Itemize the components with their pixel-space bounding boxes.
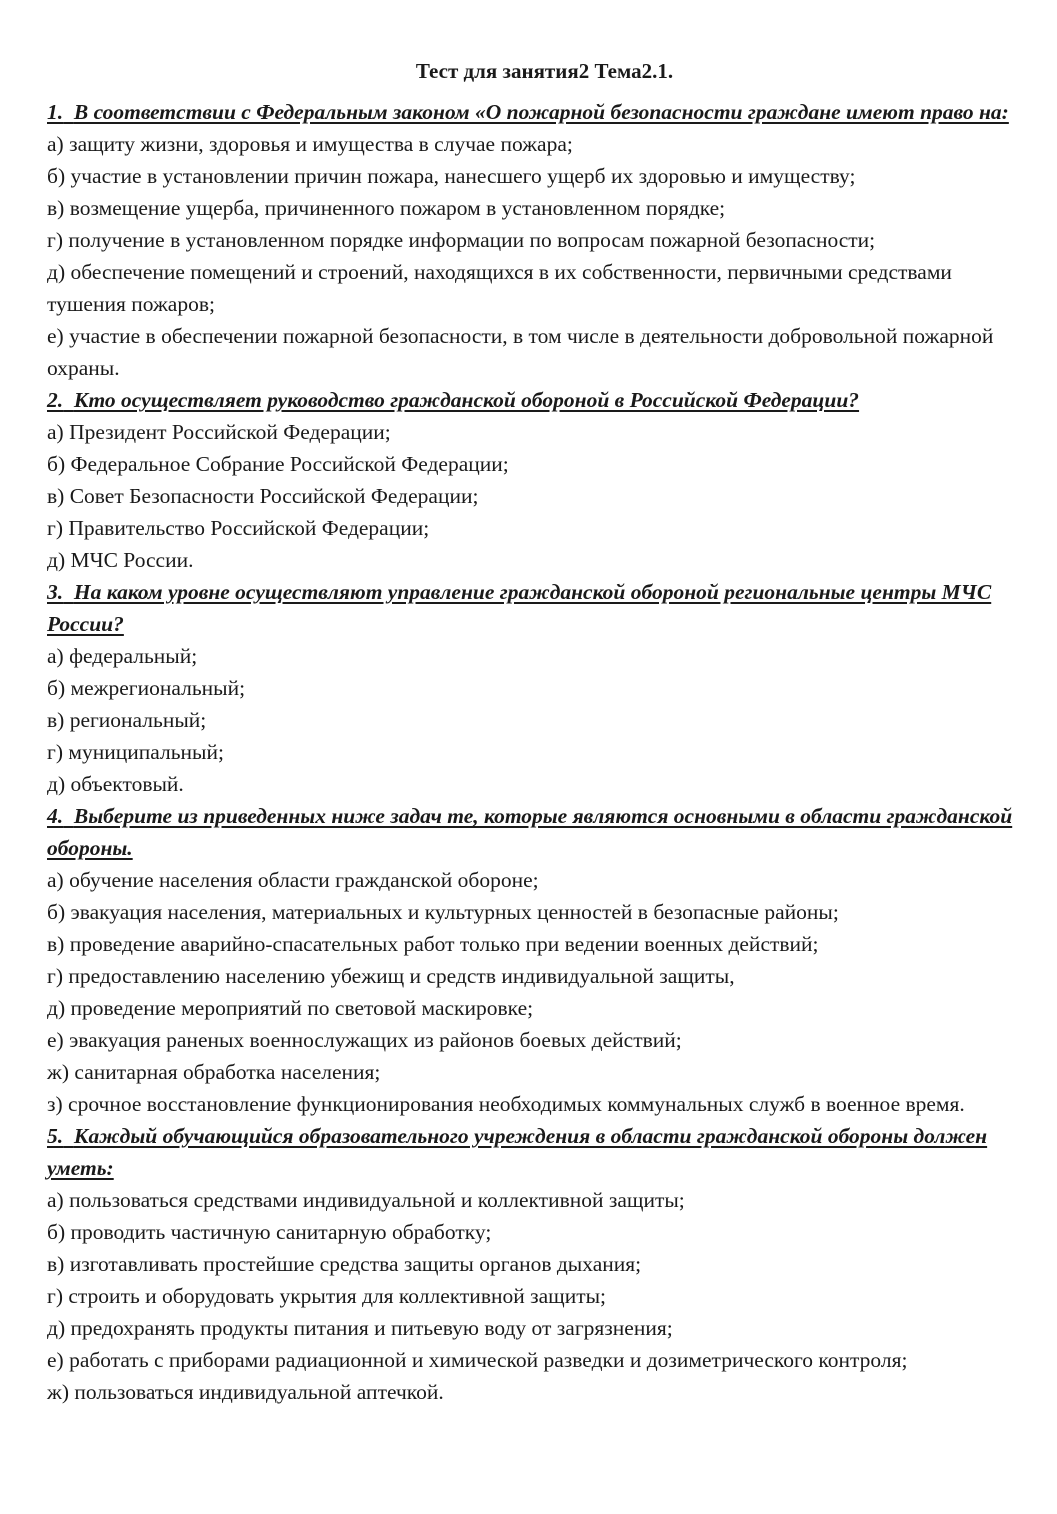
question-text: Выберите из приведенных ниже задач те, которые являются основными в области гражданской обороны. xyxy=(47,804,1013,860)
answer-letter: г) xyxy=(47,516,63,540)
answer-option xyxy=(47,1024,1032,1056)
answer-letter: е) xyxy=(47,324,64,348)
answer-option xyxy=(47,1248,1032,1280)
answer-option xyxy=(47,960,1032,992)
question-heading xyxy=(47,800,1032,864)
answer-text: защиту жизни, здоровья и имущества в случае пожара; xyxy=(69,132,573,156)
answer-text: региональный; xyxy=(69,708,207,732)
answer-text: предоставлению населению убежищ и средств индивидуальной защиты, xyxy=(68,964,735,988)
answer-text: Совет Безопасности Российской Федерации; xyxy=(69,484,479,508)
answer-option xyxy=(47,928,1032,960)
answer-option xyxy=(47,704,1032,736)
answer-letter: б) xyxy=(47,676,66,700)
answer-letter: в) xyxy=(47,484,65,508)
answer-text: проведение мероприятий по световой маскировке; xyxy=(70,996,534,1020)
answer-option xyxy=(47,1344,1032,1376)
answer-text: проводить частичную санитарную обработку; xyxy=(70,1220,492,1244)
answer-option xyxy=(47,256,1032,320)
answer-option xyxy=(47,224,1032,256)
answer-option xyxy=(47,128,1032,160)
answer-text: строить и оборудовать укрытия для коллективной защиты; xyxy=(68,1284,607,1308)
question-text: Кто осуществляет руководство гражданской обороной в Российской Федерации? xyxy=(73,388,860,412)
answer-option xyxy=(47,1280,1032,1312)
answer-option xyxy=(47,160,1032,192)
answer-letter: ж) xyxy=(47,1060,70,1084)
answer-text: возмещение ущерба, причиненного пожаром в установленном порядке; xyxy=(69,196,726,220)
answer-letter: в) xyxy=(47,1252,65,1276)
question-block xyxy=(47,384,1032,576)
question-number: 3. xyxy=(47,580,64,604)
question-number: 2. xyxy=(47,388,64,412)
answer-option xyxy=(47,480,1032,512)
question-block xyxy=(47,800,1032,1120)
answer-letter: г) xyxy=(47,964,63,988)
answer-option xyxy=(47,544,1032,576)
answer-letter: д) xyxy=(47,1316,66,1340)
answer-text: межрегиональный; xyxy=(70,676,246,700)
answer-letter: а) xyxy=(47,132,64,156)
answer-letter: д) xyxy=(47,772,66,796)
answer-letter: в) xyxy=(47,708,65,732)
question-heading xyxy=(47,96,1032,128)
question-block xyxy=(47,576,1032,800)
answer-letter: г) xyxy=(47,740,63,764)
answer-letter: г) xyxy=(47,228,63,252)
answer-letter: б) xyxy=(47,164,66,188)
question-list xyxy=(47,96,1032,1408)
answer-option xyxy=(47,896,1032,928)
answer-option xyxy=(47,992,1032,1024)
question-heading xyxy=(47,1120,1032,1184)
question-heading xyxy=(47,576,1032,640)
answer-letter: е) xyxy=(47,1028,64,1052)
answer-option xyxy=(47,672,1032,704)
answer-option xyxy=(47,1216,1032,1248)
answer-option xyxy=(47,1184,1032,1216)
answer-letter: е) xyxy=(47,1348,64,1372)
answer-letter: ж) xyxy=(47,1380,70,1404)
answer-text: Федеральное Собрание Российской Федерации; xyxy=(70,452,509,476)
answer-letter: а) xyxy=(47,420,64,444)
answer-option xyxy=(47,864,1032,896)
answer-text: получение в установленном порядке информации по вопросам пожарной безопасности; xyxy=(68,228,876,252)
answer-option xyxy=(47,1056,1032,1088)
answer-text: участие в установлении причин пожара, нанесшего ущерб их здоровью и имуществу; xyxy=(70,164,856,188)
answer-text: объектовый. xyxy=(70,772,184,796)
answer-letter: а) xyxy=(47,868,64,892)
answer-text: обеспечение помещений и строений, находящихся в их собственности, первичными средствами тушения пожаров; xyxy=(47,260,952,316)
question-text: В соответствии с Федеральным законом «О пожарной безопасности граждане имеют право на: xyxy=(73,100,1009,124)
answer-letter: в) xyxy=(47,932,65,956)
answer-letter: д) xyxy=(47,548,66,572)
answer-text: Президент Российской Федерации; xyxy=(69,420,391,444)
answer-text: работать с приборами радиационной и химической разведки и дозиметрического контроля; xyxy=(69,1348,908,1372)
answer-letter: б) xyxy=(47,900,66,924)
answer-option xyxy=(47,1088,1032,1120)
answer-text: федеральный; xyxy=(69,644,198,668)
answer-option xyxy=(47,448,1032,480)
answer-text: муниципальный; xyxy=(68,740,224,764)
answer-letter: д) xyxy=(47,996,66,1020)
answer-option xyxy=(47,640,1032,672)
answer-letter: а) xyxy=(47,1188,64,1212)
answer-option xyxy=(47,512,1032,544)
answer-option xyxy=(47,768,1032,800)
document-title: Тест для занятия2 Тема2.1. xyxy=(415,59,674,83)
document-page xyxy=(47,58,1032,1408)
answer-text: пользоваться средствами индивидуальной и коллективной защиты; xyxy=(69,1188,685,1212)
answer-text: изготавливать простейшие средства защиты органов дыхания; xyxy=(69,1252,642,1276)
answer-text: обучение населения области гражданской обороне; xyxy=(69,868,539,892)
answer-option xyxy=(47,320,1032,384)
answer-text: МЧС России. xyxy=(70,548,194,572)
question-number: 1. xyxy=(47,100,64,124)
answer-letter: а) xyxy=(47,644,64,668)
answer-letter: в) xyxy=(47,196,65,220)
answer-option xyxy=(47,1376,1032,1408)
question-text: На каком уровне осуществляют управление гражданской обороной региональные центры МЧС России? xyxy=(47,580,992,636)
answer-text: предохранять продукты питания и питьевую воду от загрязнения; xyxy=(70,1316,673,1340)
answer-option xyxy=(47,736,1032,768)
answer-letter: г) xyxy=(47,1284,63,1308)
answer-text: санитарная обработка населения; xyxy=(74,1060,381,1084)
answer-text: срочное восстановление функционирования необходимых коммунальных служб в военное время. xyxy=(68,1092,965,1116)
answer-letter: б) xyxy=(47,452,66,476)
question-block xyxy=(47,1120,1032,1408)
answer-text: участие в обеспечении пожарной безопасности, в том числе в деятельности добровольной пожарной охраны. xyxy=(47,324,994,380)
question-text: Каждый обучающийся образовательного учреждения в области гражданской обороны должен уметь: xyxy=(47,1124,988,1180)
answer-text: Правительство Российской Федерации; xyxy=(68,516,430,540)
answer-option xyxy=(47,416,1032,448)
question-number: 4. xyxy=(47,804,64,828)
question-heading xyxy=(47,384,1032,416)
answer-text: проведение аварийно-спасательных работ только при ведении военных действий; xyxy=(69,932,819,956)
answer-option xyxy=(47,1312,1032,1344)
answer-letter: з) xyxy=(47,1092,63,1116)
question-block xyxy=(47,96,1032,384)
answer-letter: б) xyxy=(47,1220,66,1244)
answer-letter: д) xyxy=(47,260,66,284)
answer-text: эвакуация населения, материальных и культурных ценностей в безопасные районы; xyxy=(70,900,839,924)
answer-text: эвакуация раненых военнослужащих из районов боевых действий; xyxy=(69,1028,682,1052)
question-number: 5. xyxy=(47,1124,64,1148)
answer-option xyxy=(47,192,1032,224)
answer-text: пользоваться индивидуальной аптечкой. xyxy=(74,1380,444,1404)
